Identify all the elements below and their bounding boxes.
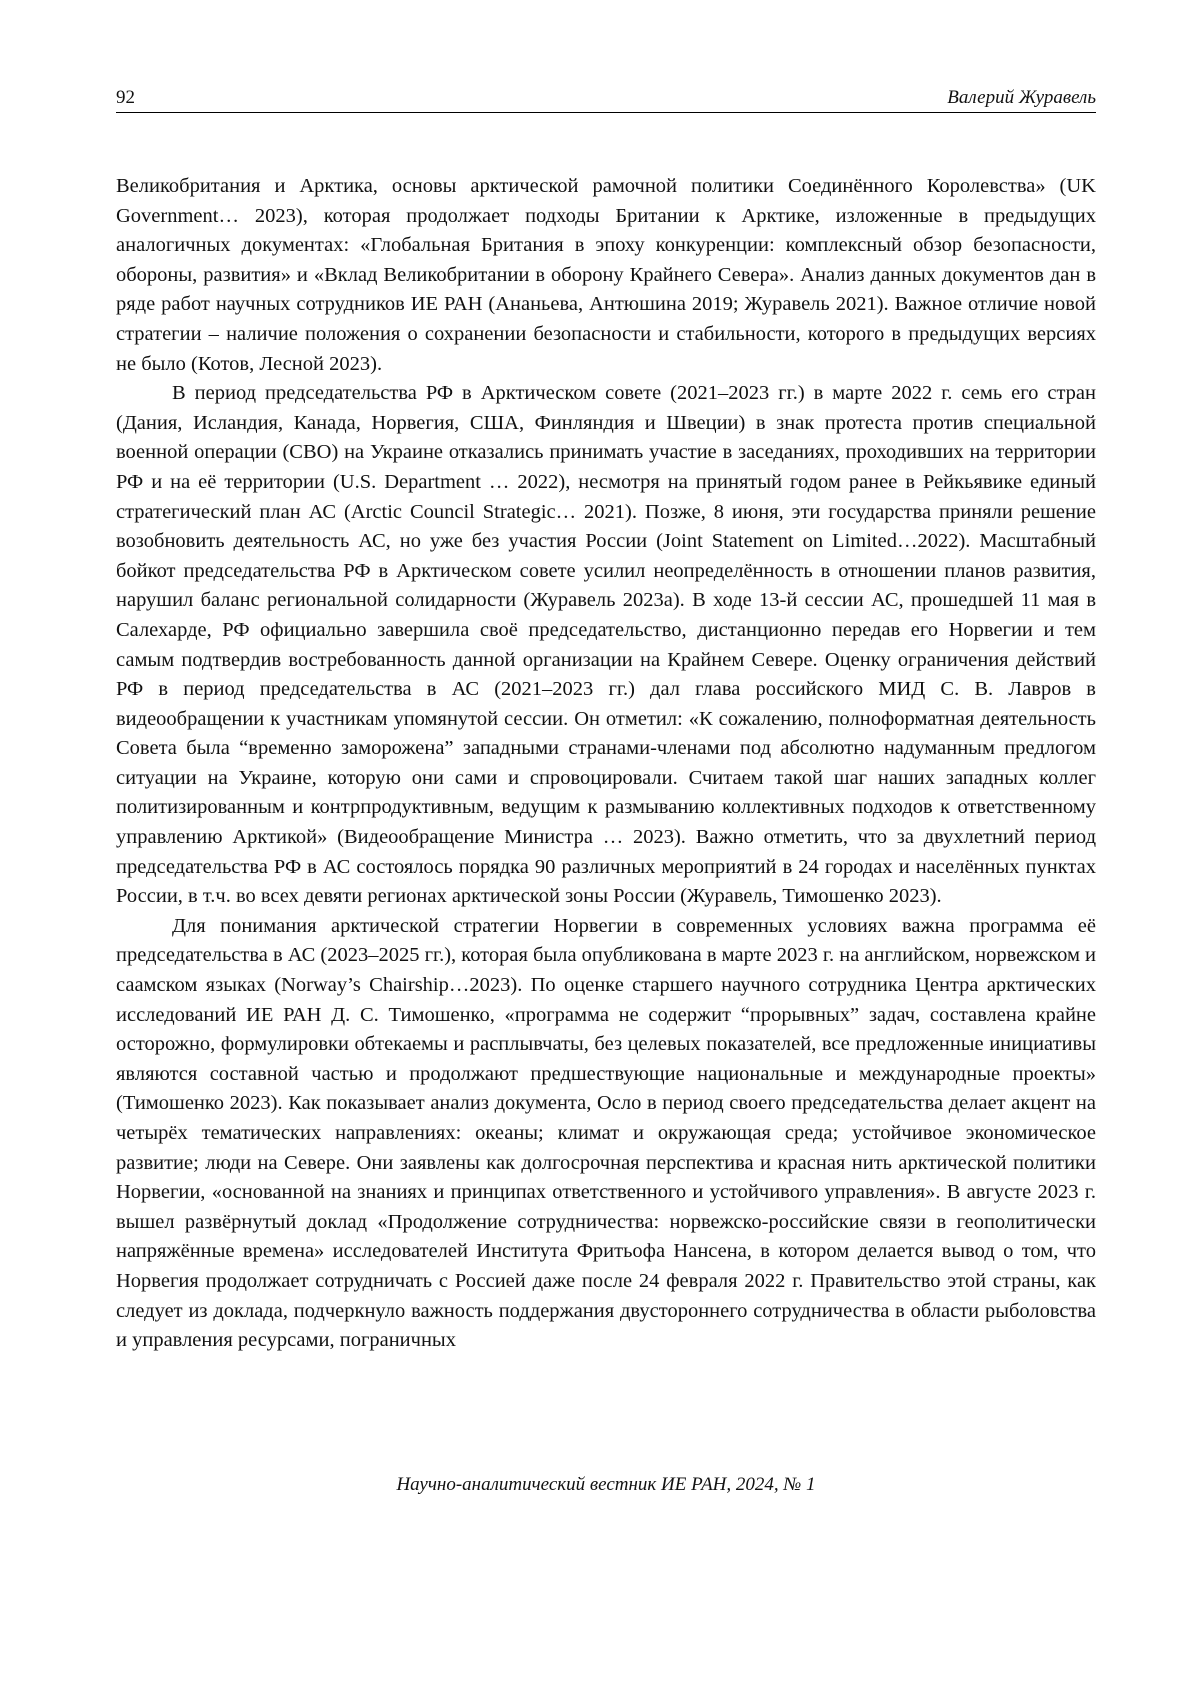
paragraph: Великобритания и Арктика, основы арктической рамочной политики Соединённого Королевства» (UK Government… 2023), которая продолжает подходы Британии к Арктике, изложенные в предыдущих аналогичных документах: «Глобальная Британия в эпоху конкуренции: комплексный обзор безопасности, обороны, развития» и «Вклад Великобритании в оборону Крайнего Севера». Анализ данных документов дан в ряде работ научных сотрудников ИЕ РАН (Ананьева, Антюшина 2019; Журавель 2021). Важное отличие новой стратегии – наличие положения о сохранении безопасности и стабильности, которого в предыдущих версиях не было (Котов, Лесной 2023). xyxy=(116,175,1096,375)
running-author: Валерий Журавель xyxy=(947,87,1096,108)
paragraph: В период председательства РФ в Арктическом совете (2021–2023 гг.) в марте 2022 г. семь его стран (Дания, Исландия, Канада, Норвегия, США, Финляндия и Швеции) в знак протеста против специальной военной операции (СВО) на Украине отказались принимать участие в заседаниях, проходивших на территории РФ и на её территории (U.S. Department … 2022), несмотря на принятый годом ранее в Рейкьявике единый стратегический план АС (Arctic Council Strategic… 2021). Позже, 8 июня, эти государства приняли решение возобновить деятельность АС, но уже без участия России (Joint Statement on Limited…2022). Масштабный бойкот председательства РФ в Арктическом совете усилил неопределённость в отношении планов развития, нарушил баланс региональной солидарности (Журавель 2023a). В ходе 13-й сессии АС, прошедшей 11 мая в Салехарде, РФ официально завершила своё председательство, дистанционно передав его Норвегии и тем самым подтвердив востребованность данной организации на Крайнем Севере. Оценку ограничения действий РФ в период председательства в АС (2021–2023 гг.) дал глава российского МИД С. В. Лавров в видеообращении к участникам упомянутой сессии. Он отметил: «К сожалению, полноформатная деятельность Совета была “временно заморожена” западными странами-членами под абсолютно надуманным предлогом ситуации на Украине, которую они сами и спровоцировали. Считаем такой шаг наших западных коллег политизированным и контрпродуктивным, ведущим к размыванию коллективных подходов к ответственному управлению Арктикой» (Видеообращение Министра … 2023). Важно отметить, что за двухлетний период председательства РФ в АС состоялось порядка 90 различных мероприятий в 24 городах и населённых пунктах России, в т.ч. во всех девяти регионах арктической зоны России (Журавель, Тимошенко 2023). xyxy=(116,382,1096,908)
running-header xyxy=(116,86,1096,113)
paragraph: Для понимания арктической стратегии Норвегии в современных условиях важна программа её председательства в АС (2023–2025 гг.), которая была опубликована в марте 2023 г. на английском, норвежском и саамском языках (Norway’s Chairship…2023). По оценке старшего научного сотрудника Центра арктических исследований ИЕ РАН Д. С. Тимошенко, «программа не содержит “прорывных” задач, составлена крайне осторожно, формулировки обтекаемы и расплывчаты, без целевых показателей, все предложенные инициативы являются составной частью и продолжают предшествующие национальные и международные проекты» (Тимошенко 2023). Как показывает анализ документа, Осло в период своего председательства делает акцент на четырёх тематических направлениях: океаны; климат и окружающая среда; устойчивое экономическое развитие; люди на Севере. Они заявлены как долгосрочная перспектива и красная нить арктической политики Норвегии, «основанной на знаниях и принципах ответственного и устойчивого управления». В августе 2023 г. вышел развёрнутый доклад «Продолжение сотрудничества: норвежско-российские связи в геополитически напряжённые времена» исследователей Института Фритьофа Нансена, в котором делается вывод о том, что Норвегия продолжает сотрудничать с Россией даже после 24 февраля 2022 г. Правительство этой страны, как следует из доклада, подчеркнуло важность поддержания двустороннего сотрудничества в области рыболовства и управления ресурсами, пограничных xyxy=(116,914,1097,1352)
journal-footer: Научно-аналитический вестник ИЕ РАН, 2024, № 1 xyxy=(396,1474,816,1495)
body-text xyxy=(116,172,1096,1356)
page-number: 92 xyxy=(116,87,135,108)
